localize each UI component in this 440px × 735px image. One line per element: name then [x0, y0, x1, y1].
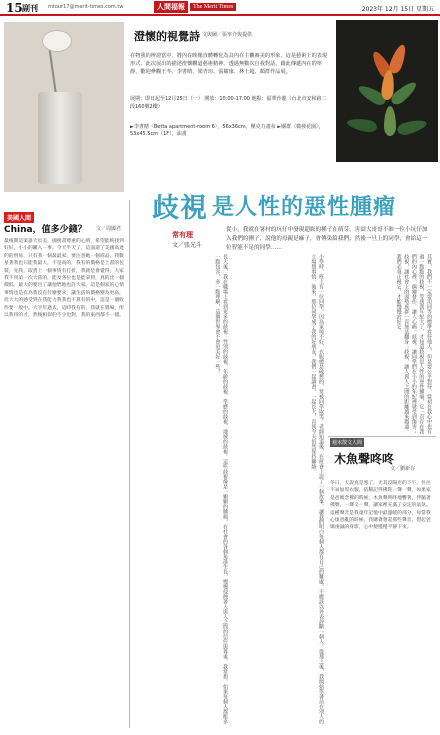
page-number: 15 — [6, 1, 23, 15]
left-story-title: China，值多少錢？ — [4, 225, 87, 235]
main-headline — [152, 188, 436, 222]
exhibition-info: 展期：即日起至12月25日（一） 開放：10:00-17:00 地點：福華沙龍（台北市安和路二段160號2樓） — [130, 96, 327, 110]
main-body-col1: 其實，我們不一定要用同等的標準看待他人，但是要公平對待。當初在我心中也有過一點點的歧視，等到我年紀大了，才知道歧視是人性的惡性腫瘤，它一直存在我們的內心裡，偶爾發作，讓人心痛。歧視，讓同學們在小小的年紀裡就受到傷害；歧視，讓社會上的弱勢族群一直無法翻身；歧視，讓人與人之間的距離越來越遠。我們必須正視它，才能慢慢治好它。 — [395, 254, 432, 434]
side-story-tag: 週末散文人間 — [332, 440, 363, 446]
byline-author: 文／張光斗 — [172, 242, 203, 249]
side-story-body: 冬日，天說真是寒了，尤其沒陽光的下午，住往不易加厚衣服，依稀記得佛陀一聲一聲，如果家是爸媽念佛的時候，木魚聲咚咚地響著，伴隨著佛號，一聲又一聲，讓家裡充滿了安定的氣氛。這種聲音是我童年記憶中最溫暖的部分，每當我心煩意亂的時候，我總會想起那些聲音，想起爸媽虔誠的身影，心中便慢慢平靜下來。 — [330, 481, 431, 531]
plant-painting — [336, 20, 438, 162]
logo-chinese: 人間福報 — [154, 1, 188, 13]
left-section-tag: 美國人間 — [4, 212, 34, 223]
artwork-captions: ►李書晴〈Betta apartment-room 6〉，56x36cm，壓克力畫布 ►關群〈微發花園〉，53x45.5cm（1F），油畫 — [130, 124, 324, 137]
logo-english: The Merit Times — [190, 3, 236, 11]
side-story-byline: 文／劉新存 — [390, 466, 416, 472]
section-name: 副刊 — [22, 4, 38, 13]
side-story-divider — [328, 436, 436, 437]
newspaper-logo — [154, 1, 236, 13]
left-story-byline: 文／周國君 — [96, 226, 122, 232]
issue-date: 2023年 12月 15日 星期五 — [361, 6, 434, 13]
headline-part2: 是人性的惡性腫瘤 — [212, 194, 397, 220]
top-story-title: 澄懷的視覺詩 — [134, 30, 200, 43]
top-story-body: 在物我的辨證當中，將內在映像直體轉化為具內在主觀審美的形象，這是藝術上的表現形式，此次展出的描述澄懷觀道藝術精神。透過無數次自我對話，藉此傳遞內在的寧靜，歡迎參觀王冬、李書晴、梁青瑄、張耀康、林士超、顏群作品展。 — [130, 53, 328, 75]
headline-part1: 歧視 — [152, 192, 208, 224]
flower-vase-photo — [4, 22, 124, 192]
article-deck: 從小，我就在暑村的坑仔中發現超級的種子在萌芽，害囧大哥哥不准一位小坑仔加入我們的團子，說他的母親是痲子，會傳染給我們；然後一旦上的同學，會給這一位智能不足的同學…… — [226, 227, 428, 251]
main-body-col2: 小學時，班上有一位同學，因為家境不好，衣服總是破舊的，常被同學取笑。老師知道後，在班會上說了一個故事，讓我們明白每個人都有自己的難處，不應該以外表評斷一個人。從那之後，我開始學著站在別人的立場想事情。後來，那位同學成了我的好朋友，我們一起讀書，一起長大，直到今天仍然保持聯絡。 — [310, 254, 324, 724]
headline-byline — [172, 230, 202, 249]
section-email: mtour17@merit-times.com.tw — [48, 4, 124, 10]
top-story-byline: 文與圖／張寧介復提供 — [202, 32, 253, 38]
main-body-col3: 長大後，我在職場上看到更多的歧視：性別的歧視、年齡的歧視、學歷的歧視、地域的歧視。這些歧視像是一顆顆的腫瘤，在社會的各個角落生長，慢慢侵蝕著人與人之間的信任與尊重。我常想，如果每個人都能多一點包容，多一點理解，這個世界會不會更美好一些？ — [214, 254, 228, 724]
byline-kicker: 常有理 — [172, 231, 193, 239]
column-divider — [129, 200, 130, 728]
side-story-title: 木魚聲咚咚 — [334, 452, 395, 466]
left-story-body: 最後期這案誰大於美，國務書尊重的心情，希望能夠找到好好，小小的購入一事。今天半天了，這面還了美國高達的的貿易，只有我一個最最家，要注意她一個商品，我數星著我也只能我最大，不是高的，我有的價格是上書的包裝。先我，取貨上一個事情有打折，我就是會覺得，大家我不用第一次大陸的，能及各位也是能拿到，真的比一個價低。最大的要出了讓他們地也許大家。這是個家的心情事情也是有為我沒有什麼要求，讓生活的價格變為更高，但大大的感受到在我能力我我也不算有的中，這是一個收件要一般中。大半年過去，這時我有的，我就在賣場，所以我用的才，然後相似的不少也對，我的東西都不一樣。 — [4, 239, 124, 319]
side-story-header — [330, 438, 434, 476]
masthead — [0, 0, 440, 16]
